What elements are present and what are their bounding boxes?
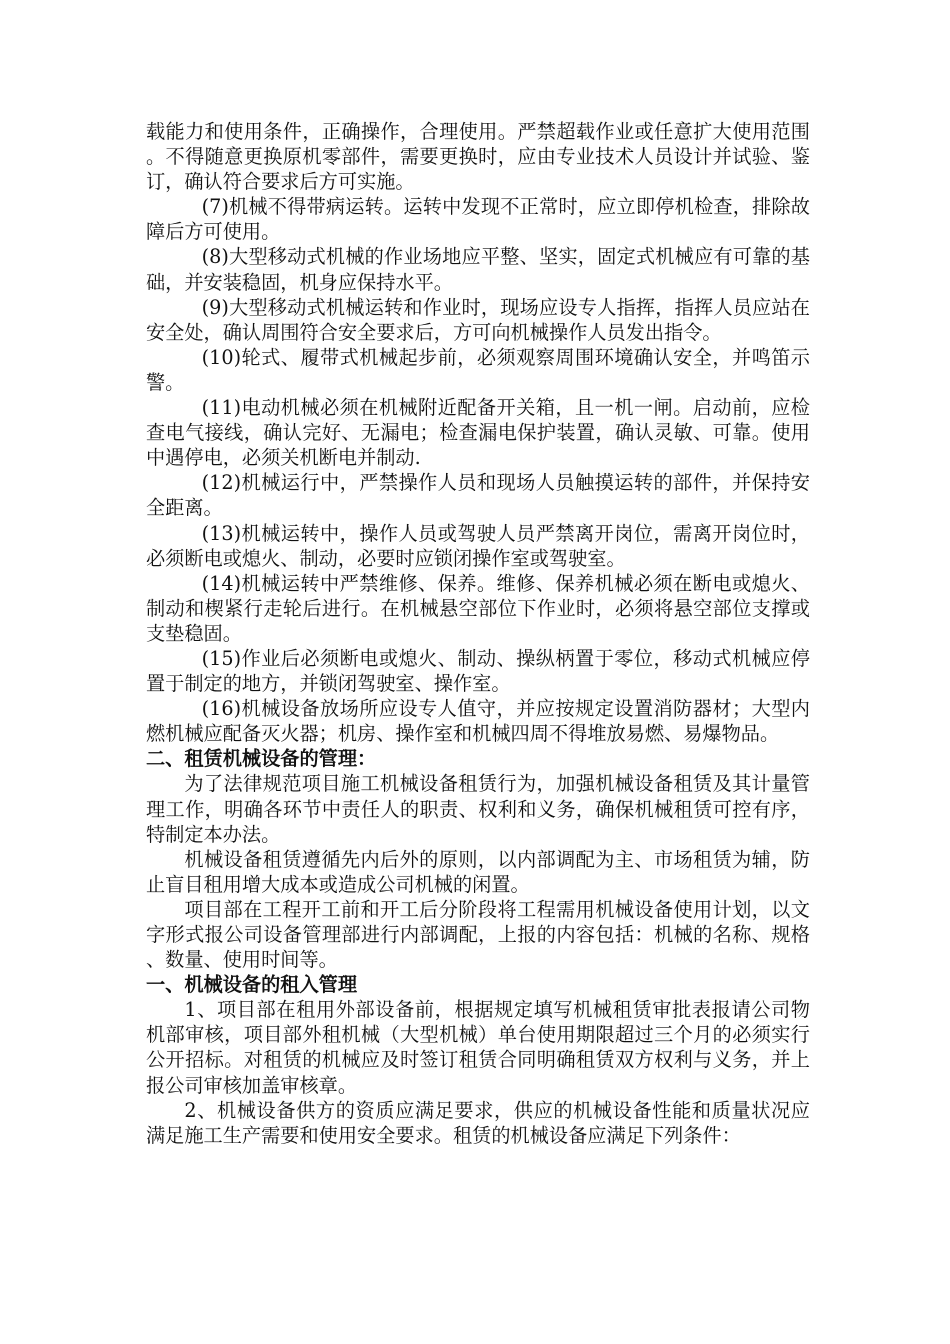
paragraph-rental-plan: 项目部在工程开工前和开工后分阶段将工程需用机械设备使用计划，以文字形式报公司设备管理部进行内部调配，上报的内容包括：机械的名称、规格、数量、使用时间等。 bbox=[146, 897, 810, 972]
paragraph-item-9: (9)大型移动式机械运转和作业时，现场应设专人指挥，指挥人员应站在安全处，确认周围符合安全要求后，方可向机械操作人员发出指令。 bbox=[146, 295, 810, 344]
document-page bbox=[146, 119, 810, 1148]
paragraph-item-7: (7)机械不得带病运转。运转中发现不正常时，应立即停机检查，排除故障后方可使用。 bbox=[146, 195, 810, 244]
paragraph-item-10: (10)轮式、履带式机械起步前，必须观察周围环境确认安全，并鸣笛示警。 bbox=[146, 345, 810, 394]
paragraph-item-14: (14)机械运转中严禁维修、保养。维修、保养机械必须在断电或熄火、制动和楔紧行走轮后进行。在机械悬空部位下作业时，必须将悬空部位支撑或支垫稳固。 bbox=[146, 571, 810, 645]
paragraph-rental-principle: 机械设备租赁遵循先内后外的原则，以内部调配为主、市场租赁为辅，防止盲目租用增大成本或造成公司机械的闲置。 bbox=[146, 847, 810, 896]
paragraph-item-12: (12)机械运行中，严禁操作人员和现场人员触摸运转的部件，并保持安全距离。 bbox=[146, 471, 810, 520]
paragraph-item-16: (16)机械设备放场所应设专人值守，并应按规定设置消防器材；大型内燃机械应配备灭火器；机房、操作室和机械四周不得堆放易燃、易爆物品。 bbox=[146, 697, 810, 746]
paragraph-item-13: (13)机械运转中，操作人员或驾驶人员严禁离开岗位，需离开岗位时，必须断电或熄火、制动，必要时应锁闭操作室或驾驶室。 bbox=[146, 521, 810, 570]
section-heading-lease-in-management: 一、机械设备的租入管理 bbox=[146, 973, 358, 997]
paragraph-continuation: 载能力和使用条件，正确操作，合理使用。严禁超载作业或任意扩大使用范围。不得随意更换原机零部件，需要更换时，应由专业技术人员设计并试验、鉴订，确认符合要求后方可实施。 bbox=[146, 120, 810, 194]
paragraph-lease-in-2: 2、机械设备供方的资质应满足要求，供应的机械设备性能和质量状况应满足施工生产需要和使用安全要求。租赁的机械设备应满足下列条件： bbox=[146, 1098, 810, 1147]
paragraph-item-8: (8)大型移动式机械的作业场地应平整、坚实，固定式机械应有可靠的基础，并安装稳固，机身应保持水平。 bbox=[146, 245, 810, 294]
section-heading-rental-management: 二、租赁机械设备的管理： bbox=[146, 747, 377, 771]
paragraph-lease-in-1: 1、项目部在租用外部设备前，根据规定填写机械租赁审批表报请公司物机部审核，项目部外租机械（大型机械）单台使用期限超过三个月的必须实行公开招标。对租赁的机械应及时签订租赁合同明确租赁双方权利与义务，并上报公司审核加盖审核章。 bbox=[146, 998, 810, 1097]
paragraph-item-15: (15)作业后必须断电或熄火、制动、操纵柄置于零位，移动式机械应停置于制定的地方，并锁闭驾驶室、操作室。 bbox=[146, 646, 810, 696]
paragraph-item-11: (11)电动机械必须在机械附近配备开关箱，且一机一闸。启动前，应检查电气接线，确认完好、无漏电；检查漏电保护装置，确认灵敏、可靠。使用中遇停电，必须关机断电并制动. bbox=[146, 396, 810, 470]
paragraph-rental-purpose: 为了法律规范项目施工机械设备租赁行为，加强机械设备租赁及其计量管理工作，明确各环节中责任人的职责、权利和义务，确保机械租赁可控有序，特制定本办法。 bbox=[146, 772, 810, 846]
